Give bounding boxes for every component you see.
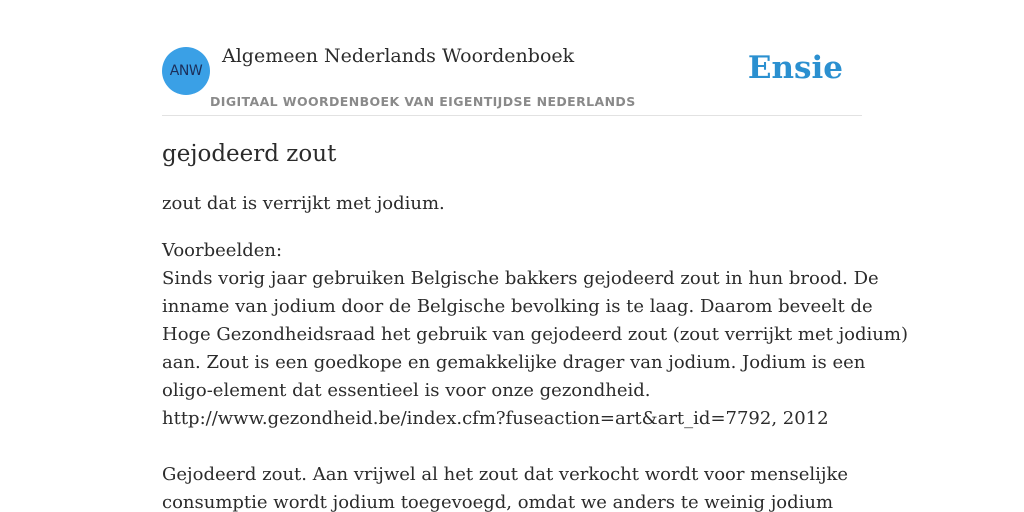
example-line: Hoge Gezondheidsraad het gebruik van gejodeerd zout (zout verrijkt met jodium) <box>162 324 908 345</box>
logo-text: ANW <box>169 63 203 79</box>
examples-section <box>162 237 908 512</box>
example-line: aan. Zout is een goedkope en gemakkelijke drager van jodium. Jodium is een <box>162 352 866 373</box>
entry-content <box>162 138 908 512</box>
example-line: inname van jodium door de Belgische bevolking is te laag. Daarom beveelt de <box>162 296 873 317</box>
site-subtitle: DIGITAAL WOORDENBOEK VAN EIGENTIJDSE NEDERLANDS <box>210 94 636 109</box>
examples-label: Voorbeelden: <box>162 240 283 261</box>
example-line: Gejodeerd zout. Aan vrijwel al het zout dat verkocht wordt voor menselijke <box>162 464 849 485</box>
example-line: consumptie wordt jodium toegevoegd, omdat we anders te weinig jodium <box>162 492 834 512</box>
entry-title: gejodeerd zout <box>162 141 337 167</box>
example-source: http://www.gezondheid.be/index.cfm?fuseaction=art&art_id=7792, 2012 <box>162 408 829 429</box>
paragraph-gap <box>162 433 862 461</box>
example-quote <box>162 265 908 433</box>
site-title[interactable]: Algemeen Nederlands Woordenboek <box>222 45 575 67</box>
example-quote <box>162 461 862 512</box>
entry-definition: zout dat is verrijkt met jodium. <box>162 193 445 214</box>
site-header <box>162 0 862 116</box>
ensie-brand-logo[interactable]: Ensie <box>747 50 843 86</box>
example-line: oligo-element dat essentieel is voor onze gezondheid. <box>162 380 651 401</box>
example-line: Sinds vorig jaar gebruiken Belgische bakkers gejodeerd zout in hun brood. De <box>162 268 879 289</box>
anw-logo[interactable] <box>162 47 210 95</box>
